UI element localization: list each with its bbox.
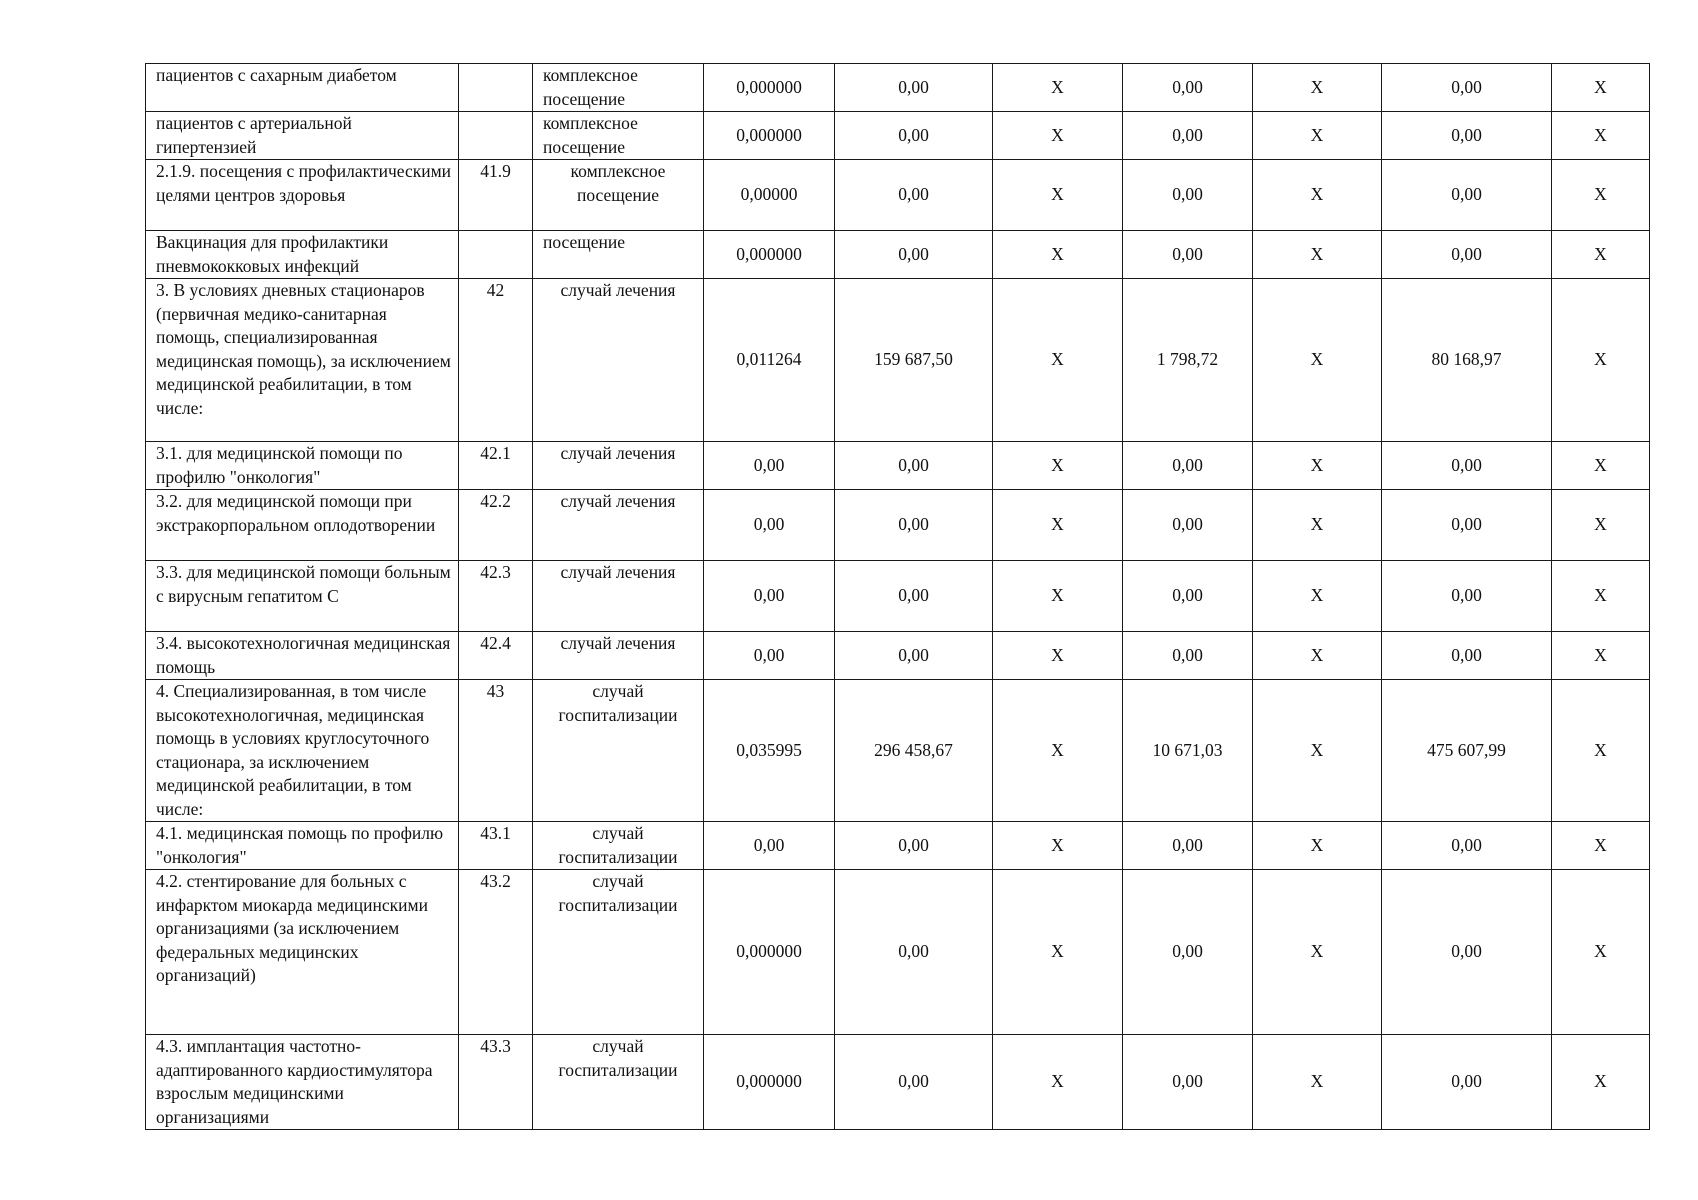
value-cell: 0,00: [1123, 231, 1253, 279]
table-body: [146, 64, 1650, 1130]
value-cell: 0,00: [835, 64, 993, 112]
row-unit-cell: случай госпитализации: [533, 680, 704, 822]
value-cell: 0,00: [835, 561, 993, 632]
row-unit-cell: комплексное посещение: [533, 64, 704, 112]
value-cell: 80 168,97: [1382, 279, 1552, 442]
value-cell: 0,035995: [704, 680, 835, 822]
row-unit-cell: случай лечения: [533, 279, 704, 442]
table-row: [146, 160, 1650, 231]
value-cell: 0,000000: [704, 1035, 835, 1130]
row-number-cell: 42.1: [459, 442, 533, 490]
row-name-cell: 3.4. высокотехнологичная медицинская помощь: [146, 632, 459, 680]
x-mark-cell: X: [1552, 1035, 1650, 1130]
x-mark-cell: X: [1552, 680, 1650, 822]
x-mark-cell: X: [993, 632, 1123, 680]
value-cell: 0,00: [835, 1035, 993, 1130]
row-name-cell: 3.1. для медицинской помощи по профилю "онкология": [146, 442, 459, 490]
row-unit-cell: случай госпитализации: [533, 870, 704, 1035]
row-unit-cell: случай лечения: [533, 442, 704, 490]
x-mark-cell: X: [1552, 160, 1650, 231]
value-cell: 0,00000: [704, 160, 835, 231]
x-mark-cell: X: [1253, 632, 1382, 680]
row-number-cell: 43.3: [459, 1035, 533, 1130]
value-cell: 0,00: [1382, 442, 1552, 490]
row-name-cell: 2.1.9. посещения с профилактическими целями центров здоровья: [146, 160, 459, 231]
x-mark-cell: X: [1552, 822, 1650, 870]
value-cell: 0,00: [1382, 1035, 1552, 1130]
value-cell: 0,00: [704, 442, 835, 490]
table-row: [146, 64, 1650, 112]
value-cell: 0,011264: [704, 279, 835, 442]
row-number-cell: 42.2: [459, 490, 533, 561]
value-cell: 0,000000: [704, 870, 835, 1035]
value-cell: 0,00: [1382, 64, 1552, 112]
value-cell: 0,00: [1382, 870, 1552, 1035]
row-number-cell: [459, 64, 533, 112]
x-mark-cell: X: [1552, 870, 1650, 1035]
value-cell: 0,00: [1123, 561, 1253, 632]
value-cell: 0,00: [1123, 870, 1253, 1035]
table-row: [146, 442, 1650, 490]
row-unit-cell: случай госпитализации: [533, 1035, 704, 1130]
row-name-cell: 4. Специализированная, в том числе высокотехнологичная, медицинская помощь в условиях круглосуточного стационара, за исключением медицинской реабилитации, в том числе:: [146, 680, 459, 822]
value-cell: 0,00: [1123, 632, 1253, 680]
value-cell: 0,00: [1382, 561, 1552, 632]
row-name-cell: пациентов с сахарным диабетом: [146, 64, 459, 112]
row-unit-cell: случай госпитализации: [533, 822, 704, 870]
x-mark-cell: X: [993, 279, 1123, 442]
row-unit-cell: посещение: [533, 231, 704, 279]
value-cell: 0,00: [1123, 64, 1253, 112]
x-mark-cell: X: [1253, 870, 1382, 1035]
x-mark-cell: X: [1552, 490, 1650, 561]
value-cell: 0,00: [1123, 1035, 1253, 1130]
table-row: [146, 279, 1650, 442]
x-mark-cell: X: [1253, 231, 1382, 279]
value-cell: 0,00: [835, 632, 993, 680]
row-name-cell: 3.3. для медицинской помощи больным с вирусным гепатитом С: [146, 561, 459, 632]
value-cell: 0,00: [835, 112, 993, 160]
table-row: [146, 870, 1650, 1035]
row-name-cell: 4.3. имплантация частотно-адаптированного кардиостимулятора взрослым медицинскими организациями: [146, 1035, 459, 1130]
row-name-cell: 4.1. медицинская помощь по профилю "онкология": [146, 822, 459, 870]
row-unit-cell: комплексное посещение: [533, 112, 704, 160]
x-mark-cell: X: [1552, 112, 1650, 160]
row-number-cell: 43.1: [459, 822, 533, 870]
value-cell: 0,00: [1123, 822, 1253, 870]
x-mark-cell: X: [1253, 1035, 1382, 1130]
x-mark-cell: X: [1552, 64, 1650, 112]
x-mark-cell: X: [1253, 64, 1382, 112]
value-cell: 0,00: [1382, 160, 1552, 231]
value-cell: 0,00: [1382, 632, 1552, 680]
table-row: [146, 1035, 1650, 1130]
value-cell: 159 687,50: [835, 279, 993, 442]
x-mark-cell: X: [993, 64, 1123, 112]
row-unit-cell: случай лечения: [533, 490, 704, 561]
row-unit-cell: случай лечения: [533, 561, 704, 632]
row-number-cell: 42.3: [459, 561, 533, 632]
row-number-cell: 42.4: [459, 632, 533, 680]
row-name-cell: 3.2. для медицинской помощи при экстракорпоральном оплодотворении: [146, 490, 459, 561]
value-cell: 0,00: [835, 160, 993, 231]
x-mark-cell: X: [993, 112, 1123, 160]
row-name-cell: 4.2. стентирование для больных с инфарктом миокарда медицинскими организациями (за исключением федеральных медицинских организаций): [146, 870, 459, 1035]
row-name-cell: пациентов с артериальной гипертензией: [146, 112, 459, 160]
table-row: [146, 680, 1650, 822]
row-number-cell: [459, 231, 533, 279]
x-mark-cell: X: [993, 680, 1123, 822]
x-mark-cell: X: [993, 160, 1123, 231]
value-cell: 0,00: [1382, 822, 1552, 870]
financing-table: [145, 63, 1650, 1130]
x-mark-cell: X: [1253, 279, 1382, 442]
x-mark-cell: X: [1552, 442, 1650, 490]
x-mark-cell: X: [993, 870, 1123, 1035]
value-cell: 0,00: [835, 231, 993, 279]
value-cell: 0,00: [1382, 231, 1552, 279]
value-cell: 0,000000: [704, 112, 835, 160]
row-name-cell: Вакцинация для профилактики пневмококковых инфекций: [146, 231, 459, 279]
value-cell: 0,000000: [704, 64, 835, 112]
value-cell: 1 798,72: [1123, 279, 1253, 442]
x-mark-cell: X: [993, 442, 1123, 490]
x-mark-cell: X: [1253, 822, 1382, 870]
row-unit-cell: комплексное посещение: [533, 160, 704, 231]
row-number-cell: 43: [459, 680, 533, 822]
row-number-cell: 41.9: [459, 160, 533, 231]
table-row: [146, 112, 1650, 160]
value-cell: 0,00: [835, 822, 993, 870]
row-number-cell: 43.2: [459, 870, 533, 1035]
value-cell: 296 458,67: [835, 680, 993, 822]
x-mark-cell: X: [993, 1035, 1123, 1130]
value-cell: 0,00: [1382, 112, 1552, 160]
table-row: [146, 822, 1650, 870]
value-cell: 10 671,03: [1123, 680, 1253, 822]
value-cell: 475 607,99: [1382, 680, 1552, 822]
value-cell: 0,00: [1123, 442, 1253, 490]
x-mark-cell: X: [1253, 160, 1382, 231]
x-mark-cell: X: [1253, 112, 1382, 160]
x-mark-cell: X: [1552, 632, 1650, 680]
table-row: [146, 490, 1650, 561]
x-mark-cell: X: [1253, 680, 1382, 822]
value-cell: 0,00: [835, 870, 993, 1035]
row-number-cell: [459, 112, 533, 160]
x-mark-cell: X: [993, 490, 1123, 561]
value-cell: 0,00: [1123, 490, 1253, 561]
x-mark-cell: X: [993, 231, 1123, 279]
value-cell: 0,000000: [704, 231, 835, 279]
x-mark-cell: X: [1552, 231, 1650, 279]
row-number-cell: 42: [459, 279, 533, 442]
x-mark-cell: X: [1253, 561, 1382, 632]
table-row: [146, 632, 1650, 680]
x-mark-cell: X: [1253, 442, 1382, 490]
x-mark-cell: X: [1552, 279, 1650, 442]
x-mark-cell: X: [1552, 561, 1650, 632]
value-cell: 0,00: [835, 490, 993, 561]
x-mark-cell: X: [993, 822, 1123, 870]
value-cell: 0,00: [704, 561, 835, 632]
row-name-cell: 3. В условиях дневных стационаров (первичная медико-санитарная помощь, специализированная медицинская помощь), за исключением медицинской реабилитации, в том числе:: [146, 279, 459, 442]
value-cell: 0,00: [1123, 160, 1253, 231]
row-unit-cell: случай лечения: [533, 632, 704, 680]
table-row: [146, 231, 1650, 279]
x-mark-cell: X: [1253, 490, 1382, 561]
value-cell: 0,00: [1123, 112, 1253, 160]
value-cell: 0,00: [704, 632, 835, 680]
value-cell: 0,00: [1382, 490, 1552, 561]
value-cell: 0,00: [704, 822, 835, 870]
value-cell: 0,00: [704, 490, 835, 561]
table-row: [146, 561, 1650, 632]
value-cell: 0,00: [835, 442, 993, 490]
x-mark-cell: X: [993, 561, 1123, 632]
